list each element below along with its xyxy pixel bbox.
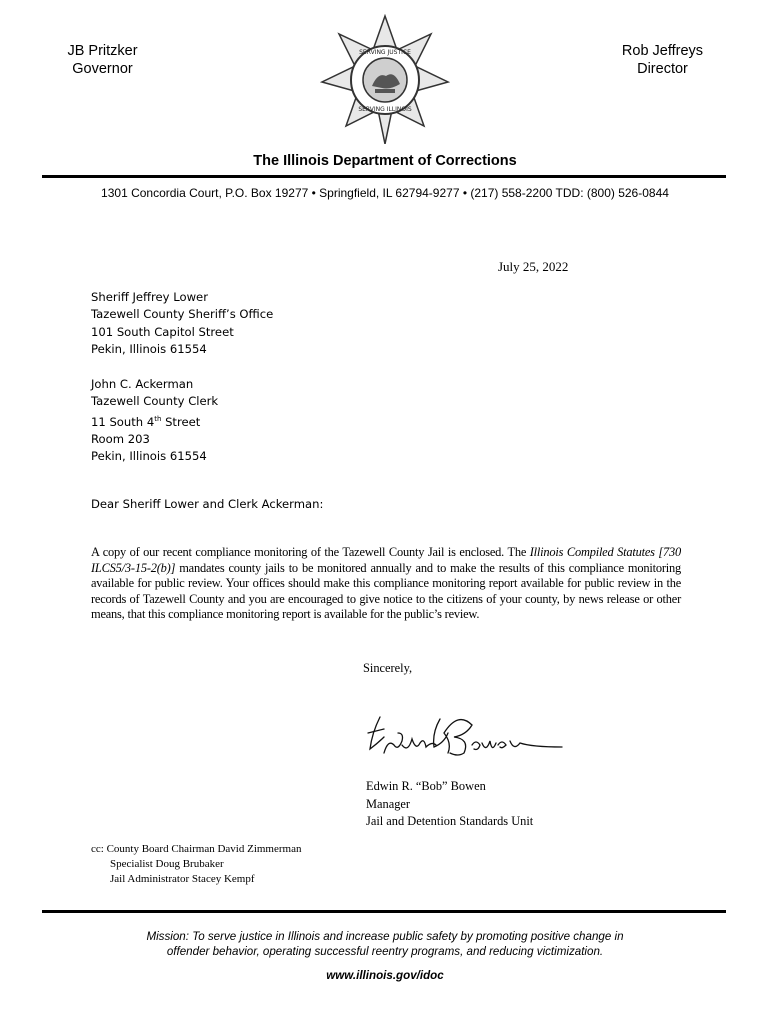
body-text-rest: mandates county jails to be monitored annually and to make the results of this compliance monitoring available for public review. Your offices should make this compliance monitoring report available for public review in the records of Tazewell County and you are encouraged to give notice to the citizens of your county, by news release or other means, that this compliance monitoring report is available for the public’s review. bbox=[91, 560, 681, 622]
director-title: Director bbox=[637, 61, 688, 77]
street-name: Street bbox=[161, 414, 201, 429]
signer-unit: Jail and Detention Standards Unit bbox=[366, 814, 534, 829]
recipient-line: Pekin, Illinois 61554 bbox=[91, 449, 207, 464]
seal-text-bottom: SERVING ILLINOIS bbox=[358, 106, 412, 113]
cc-line: Jail Administrator Stacey Kempf bbox=[110, 873, 255, 885]
website-link[interactable]: www.illinois.gov/idoc bbox=[326, 969, 444, 982]
director-block bbox=[600, 42, 725, 78]
signer-title: Manager bbox=[366, 796, 411, 811]
mission-statement bbox=[0, 929, 770, 959]
cc-line: Specialist Doug Brubaker bbox=[110, 858, 224, 870]
recipient-street bbox=[91, 411, 218, 431]
letter-body bbox=[91, 545, 681, 623]
body-text-start: A copy of our recent compliance monitoring of the Tazewell County Jail is enclosed. The bbox=[91, 545, 530, 559]
governor-block bbox=[40, 42, 165, 78]
recipient-line: Tazewell County Sheriff’s Office bbox=[91, 307, 274, 322]
statute-citation: Illinois Compiled Statutes [730 ILCS5/3-15-2(b)] bbox=[91, 545, 681, 575]
governor-title: Governor bbox=[72, 61, 133, 77]
signature-block bbox=[366, 778, 533, 831]
director-name: Rob Jeffreys bbox=[621, 43, 704, 59]
header-divider bbox=[42, 175, 726, 178]
recipient-clerk bbox=[91, 376, 218, 466]
recipient-line: Tazewell County Clerk bbox=[91, 394, 219, 409]
seal-text-top: SERVING JUSTICE bbox=[359, 49, 411, 56]
street-suffix: th bbox=[154, 414, 162, 423]
street-number: 11 South 4 bbox=[91, 414, 155, 429]
cc-list bbox=[91, 842, 301, 887]
recipient-line: John C. Ackerman bbox=[91, 377, 194, 391]
salutation: Dear Sheriff Lower and Clerk Ackerman: bbox=[91, 497, 324, 511]
mission-line: Mission: To serve justice in Illinois and increase public safety by promoting positive change in bbox=[146, 930, 624, 943]
cc-line: cc: County Board Chairman David Zimmerman bbox=[91, 843, 302, 855]
handwritten-signature bbox=[362, 703, 572, 763]
recipient-line: 101 South Capitol Street bbox=[91, 324, 234, 339]
footer-divider bbox=[42, 910, 726, 913]
idoc-star-seal-icon bbox=[320, 14, 450, 144]
recipient-sheriff bbox=[91, 289, 273, 359]
mission-line: offender behavior, operating successful reentry programs, and reducing victimization. bbox=[166, 945, 604, 958]
department-name: The Illinois Department of Corrections bbox=[253, 153, 517, 169]
department-address: 1301 Concordia Court, P.O. Box 19277 • Springfield, IL 62794-9277 • (217) 558-2200 TDD: (800) 526-0844 bbox=[101, 186, 669, 200]
governor-name: JB Pritzker bbox=[67, 43, 138, 59]
signer-name: Edwin R. “Bob” Bowen bbox=[366, 779, 486, 793]
recipient-line: Pekin, Illinois 61554 bbox=[91, 342, 207, 357]
closing: Sincerely, bbox=[363, 661, 413, 675]
recipient-line: Sheriff Jeffrey Lower bbox=[91, 290, 208, 304]
letter-date: July 25, 2022 bbox=[498, 259, 569, 274]
recipient-line: Room 203 bbox=[91, 432, 150, 447]
